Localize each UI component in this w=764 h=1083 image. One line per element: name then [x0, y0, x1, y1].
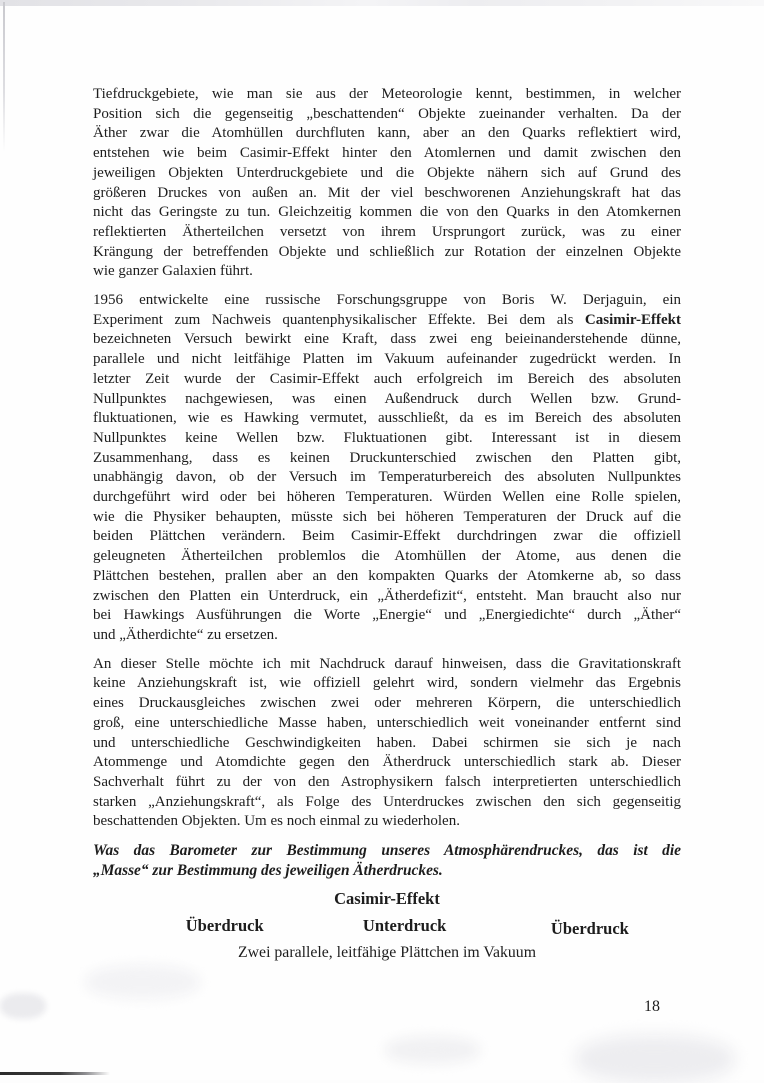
text-line: An dieser Stelle möchte ich mit Nachdruck darauf hinweisen, dass die Gravitationskraft — [93, 655, 681, 672]
text-line: Position sich die gegenseitig „beschattenden“ Objekte zueinander verhalten. Da der — [93, 105, 681, 122]
text-line: entstehen wie beim Casimir-Effekt hinter den Atomlernen und damit zwischen den — [93, 145, 681, 162]
text-line: Tiefdruckgebiete, wie man sie aus der Meteorologie kennt, bestimmen, in welcher — [93, 86, 681, 102]
scan-smudge — [0, 993, 46, 1019]
pressure-label: Überdruck — [550, 919, 629, 939]
scan-smudge — [575, 1035, 735, 1083]
text-line: und unterschiedliche Geschwindigkeiten haben. Dabei schirmen sie sich je nach — [93, 734, 681, 751]
scan-artifact-bottom-line — [0, 1072, 110, 1075]
text-line: 1956 entwickelte eine russische Forschungsgruppe von Boris W. Derjaguin, ein — [93, 292, 681, 309]
text-line: reflektierten Ätherteilchen versetzt von ihrem Ursprungort zurück, was zu einer — [93, 223, 681, 240]
scan-artifact-left-edge — [3, 2, 5, 152]
scan-smudge — [385, 1036, 480, 1064]
text-line: wie die Physiker behaupten, müsste sich bei höheren Temperaturen der Druck auf die — [93, 508, 681, 525]
text-line: Zusammenhang, dass es keinen Druckunterschied zwischen den Platten gibt, — [93, 449, 681, 466]
text-line: groß, eine unterschiedliche Masse haben, unterschiedlich weit voneinander entfernt sind — [93, 714, 681, 731]
text-line: jeweiligen Objekten Unterdruckgebiete und die Objekte nähern sich auf Grund des — [93, 164, 681, 181]
figure-labels-block — [93, 889, 681, 962]
page-content — [93, 85, 681, 962]
pressure-label: Überdruck — [185, 916, 264, 936]
figure-pressure-labels — [93, 916, 681, 938]
text-line: Was das Barometer zur Bestimmung unseres Atmosphärendruckes, das ist die — [93, 842, 681, 860]
text-line: Experiment zum Nachweis quantenphysikalischer Effekte. Bei dem als Casimir-Effekt — [93, 311, 681, 328]
text-line: keine Anziehungskraft ist, wie offiziell gelehrt wird, sondern vielmehr das Ergebnis — [93, 675, 681, 692]
paragraph — [93, 841, 681, 880]
text-line: wie ganzer Galaxien führt. — [93, 263, 253, 280]
text-line: letzter Zeit wurde der Casimir-Effekt auch erfolgreich im Bereich des absoluten — [93, 370, 681, 387]
text-line: zwischen den Platten ein Unterdruck, ein „Ätherdefizit“, entsteht. Man braucht also nur — [93, 587, 681, 604]
text-line: nicht das Geringste zu tun. Gleichzeitig kommen die von den Quarks in den Atomkernen — [93, 204, 681, 221]
text-line: fluktuationen, wie es Hawking vermutet, ausschließt, da es im Bereich des absoluten — [93, 410, 681, 427]
text-line: Krängung der betreffenden Objekte und schließlich zur Rotation der einzelnen Objekte — [93, 243, 681, 260]
text-line: und „Ätherdichte“ zu ersetzen. — [93, 626, 278, 643]
text-line: Atommenge und Atomdichte gegen den Ätherdruck unterschiedlich stark ab. Dieser — [93, 754, 681, 771]
text-line: Sachverhalt führt zu der von den Astrophysikern falsch interpretierten unterschiedlich — [93, 773, 681, 790]
text-line: beiden Plättchen verändern. Beim Casimir-Effekt durchdringen zwar die offiziell — [93, 528, 681, 545]
paragraph — [93, 291, 681, 646]
figure-title: Casimir-Effekt — [334, 889, 440, 909]
text-line: Nullpunktes nachgewiesen, was einen Außendruck durch Wellen bzw. Grund- — [93, 390, 681, 407]
text-line: bei Hawkings Ausführungen die Worte „Energie“ und „Energiedichte“ durch „Äther“ — [93, 607, 681, 624]
body-text — [93, 85, 681, 880]
pressure-label: Unterdruck — [362, 916, 447, 936]
text-line: Plättchen bestehen, prallen aber an den kompakten Quarks der Atomkerne ab, so dass — [93, 567, 681, 584]
page-number: 18 — [644, 998, 660, 1015]
text-line: Äther zwar die Atomhüllen durchfluten kann, aber an den Quarks reflektiert wird, — [93, 125, 681, 142]
text-line: beschattenden Objekten. Um es noch einmal zu wiederholen. — [93, 813, 460, 830]
paragraph — [93, 655, 681, 832]
text-line: parallele und nicht leitfähige Platten im Vakuum aufeinander zugedrückt werden. In — [93, 351, 681, 368]
paragraph — [93, 85, 681, 282]
text-line: geleugneten Ätherteilchen problemlos die Atomhüllen der Atome, aus denen die — [93, 548, 681, 565]
text-line: unabhängig davon, ob der Versuch im Temperaturbereich des absoluten Nullpunktes — [93, 469, 681, 486]
text-line: Nullpunktes keine Wellen bzw. Fluktuationen gibt. Interessant ist in diesem — [93, 429, 681, 446]
scan-artifact-top-edge — [0, 0, 764, 6]
scan-smudge — [85, 965, 200, 999]
text-line: durchgeführt wird oder bei höheren Temperaturen. Würden Wellen eine Rolle spielen, — [93, 489, 681, 506]
figure-caption: Zwei parallele, leitfähige Plättchen im Vakuum — [238, 944, 536, 962]
text-line: größeren Druckes von außen an. Mit der viel beschworenen Anziehungskraft hat das — [93, 184, 681, 201]
text-line: „Masse“ zur Bestimmung des jeweiligen Ätherdruckes. — [93, 861, 443, 879]
text-line: eines Druckausgleiches zwischen zwei oder mehreren Körpern, die unterschiedlich — [93, 695, 681, 712]
text-line: bezeichneten Versuch bewirkt eine Kraft, dass zwei eng beieinanderstehende dünne, — [93, 331, 681, 348]
text-line: starken „Anziehungskraft“, als Folge des Unterdruckes zwischen den sich gegenseitig — [93, 793, 681, 810]
